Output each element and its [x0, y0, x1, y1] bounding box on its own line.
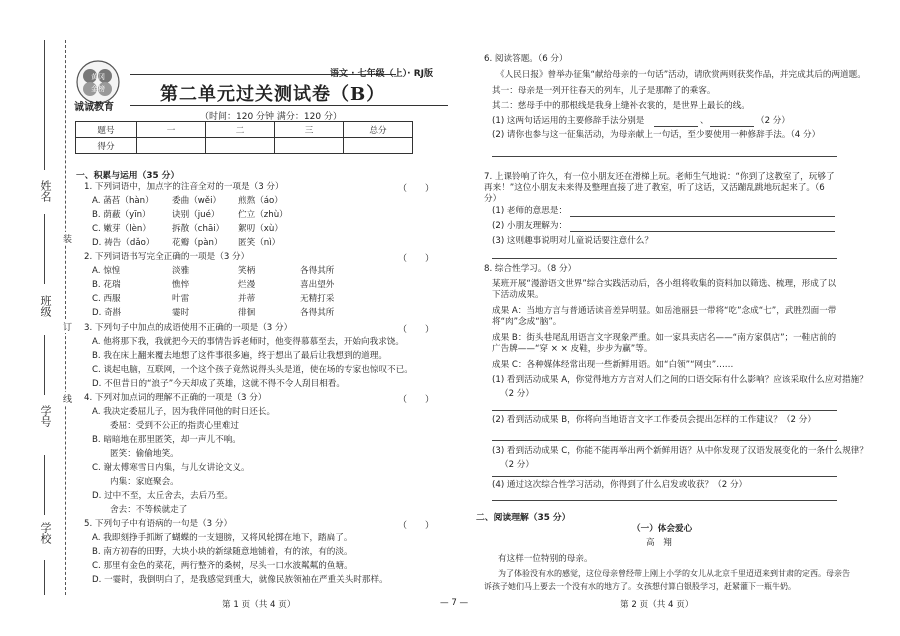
score-input-cell[interactable] — [206, 138, 275, 154]
score-input-cell[interactable] — [275, 138, 344, 154]
q4-option-c: C. 谢太傅寒雪日内集，与儿女讲论文义。 — [92, 463, 250, 473]
q5-stem: 5. 下列句子中有语病的一句是（3 分） — [84, 519, 233, 529]
q5-option-a: A. 我即刻挣手抓断了蝴蝶的一支翅膀，又将风轮掷在地下，踏扁了。 — [92, 533, 353, 543]
binding-dashed-line — [65, 40, 66, 595]
q8-result-b: 成果 B：街头巷尾乱用语言文字现象严重。如一家具卖店名——“南方家俱店”；一鞋店前的广告牌——“穿 × × 皮鞋，步步为赢”等。 — [492, 333, 837, 354]
q7-stem: 7. 上课铃响了许久，有一位小朋友还在滑梯上玩。老师生气地说：“你到了这教室了，玩够了再来！”这位小朋友未来得及整理直接了进了教室，听了这话，又活蹦乱跳地玩起来了。（6 分） — [484, 172, 835, 204]
q7-sub3: (3) 这则趣事说明对儿童说话要注意什么？ — [492, 236, 653, 246]
q2-option-word: 憔悴 — [172, 280, 190, 290]
q8-sub3-answer-line[interactable] — [492, 476, 837, 477]
name-label: 姓名 — [39, 180, 52, 202]
q4-option-c-gloss: 内集：家庭聚会。 — [110, 477, 179, 487]
reading-title: （一）体会爱心 — [632, 524, 693, 534]
reading-paragraph-3: 诉孩子她们马上要去一个没有水的地方了。女孩想付算白银股学习，赶紧灌下一瓶牛奶。 — [484, 582, 796, 591]
q2-stem: 2. 下列词语书写完全正确的一项是（3 分） — [84, 252, 250, 262]
q4-option-b: B. 暗暗地在那里匿笑，却一声儿不响。 — [92, 435, 241, 445]
q6-sub2: (2) 请你也参与这一征集活动，为母亲献上一句话，至少要使用一种修辞手法。（4 分） — [492, 130, 821, 140]
binding-rule — [44, 40, 45, 170]
q6-sub1-blank-2[interactable] — [710, 126, 754, 127]
q1-option-c-word2: 拆散（chāi） — [172, 224, 225, 234]
page-number-center: — 7 — — [440, 598, 469, 608]
q2-answer-paren[interactable]: （ ） — [398, 254, 435, 264]
q2-option-word: 各得其所 — [300, 308, 335, 318]
binding-xian: 线 — [61, 394, 71, 403]
q6-entry-1: 其一：母亲是一列开往春天的列车，儿子是那醉了的乘客。 — [492, 86, 716, 96]
svg-text:黄冈: 黄冈 — [91, 73, 105, 81]
q5-option-b: B. 南方初春的田野，大块小块的新绿随意地铺着，有的浓，有的淡。 — [92, 547, 353, 557]
q1-stem: 1. 下列词语中，加点字的注音全对的一项是（3 分） — [84, 182, 284, 192]
q7-sub3-answer-line[interactable] — [492, 258, 837, 259]
q8-sub4: (4) 通过这次综合性学习活动，你得到了什么启发或收获？（2 分） — [492, 480, 748, 490]
score-cell: 二 — [206, 122, 275, 138]
q2-option-word: 各得其所 — [300, 266, 335, 276]
q4-option-b-gloss: 匿笑：偷偷地笑。 — [110, 449, 179, 459]
q1-option-b-word2: 诀别（jué） — [172, 210, 220, 220]
q1-option-d: D. 祷告（dǎo） — [92, 238, 155, 248]
reading-paragraph-2: 为了体验没有水的感觉，这位母亲曾经带上刚上小学的女儿从北京千里迢迢来到甘肃的定西。母亲告 — [498, 569, 850, 578]
q7-sub2-answer-line[interactable] — [570, 231, 835, 232]
section-1-heading: 一、积累与运用（35 分） — [76, 171, 180, 181]
score-input-cell[interactable] — [137, 138, 206, 154]
q1-option-c-word3: 絮叨（xù） — [238, 224, 283, 234]
q6-sub1-blank-1[interactable] — [654, 126, 698, 127]
q8-result-a: 成果 A：当地方言与普通话读音差异明显。如岳池丽县一带将“吃”念成“七”，武胜烈面一带将“肉”念成“脑”。 — [492, 306, 837, 327]
q1-option-b: B. 荫蔽（yīn） — [92, 210, 151, 220]
q2-option-word: 无精打采 — [300, 294, 335, 304]
q3-option-b: B. 我在床上翻来覆去地想了这件事很多遍，终于想出了最后让我想到的道理。 — [92, 351, 387, 361]
q2-option-word: 笑柄 — [238, 266, 256, 276]
q8-sub3: (3) 看到活动成果 C，你能不能再举出两个新鲜用语？从中你发现了汉语发展变化的一条什么规律？ — [492, 446, 868, 456]
score-cell: 一 — [137, 122, 206, 138]
q8-result-c: 成果 C：各种媒体经常出现一些新鲜用语。如“白领”“网虫”…… — [492, 360, 734, 370]
q8-sub1-answer-line[interactable] — [492, 410, 837, 411]
q2-option-word: B. 花瑞 — [92, 280, 121, 290]
q8-sub3-score: （2 分） — [500, 460, 534, 470]
q8-sub4-answer-line[interactable] — [492, 500, 837, 501]
score-cell: 得分 — [76, 138, 137, 154]
q1-option-a-word3: 煎熬（áo） — [238, 196, 283, 206]
q3-option-a: A. 他将那下我，我就把今天的事情告诉老师时，他变得慕慕至去，开始向我求饶。 — [92, 337, 404, 347]
binding-rule — [44, 560, 45, 595]
binding-zhuang: 装 — [61, 234, 71, 243]
student-id-label: 学号 — [39, 405, 52, 427]
q2-option-word: A. 惊惶 — [92, 266, 121, 276]
page-number-right: 第 2 页（共 4 页） — [620, 600, 694, 610]
q8-sub1: (1) 看到活动成果 A，你觉得地方方言对人们之间的口语交际有什么影响？应该采取什么应对措施？ — [492, 375, 868, 385]
section-2-heading: 二、阅读理解（35 分） — [476, 513, 571, 523]
time-info: （时间：120 分钟 满分：120 分） — [200, 112, 342, 122]
q1-option-b-word3: 伫立（zhù） — [238, 210, 288, 220]
q3-answer-paren[interactable]: （ ） — [398, 325, 435, 335]
q2-option-word: 并蒂 — [238, 294, 256, 304]
q4-option-d: D. 过中不至，太丘舍去，去后乃至。 — [92, 491, 233, 501]
q5-option-c: C. 那里有金色的菜花，两行整齐的桑树，尽头一口水波粼粼的鱼塘。 — [92, 561, 353, 571]
score-table — [75, 121, 413, 154]
q3-stem: 3. 下列句子中加点的成语使用不正确的一项是（3 分） — [84, 323, 293, 333]
school-label: 学校 — [39, 522, 52, 544]
score-cell: 题号 — [76, 122, 137, 138]
q2-option-word: 烂漫 — [238, 280, 256, 290]
subject-label: 语文 · 七年级（上）· RJ版 — [330, 69, 434, 79]
q2-option-word: 徘徊 — [238, 308, 256, 318]
q1-option-d-word3: 匿笑（nì） — [238, 238, 281, 248]
binding-rule — [44, 214, 45, 284]
q7-sub1-answer-line[interactable] — [570, 216, 835, 217]
brand-name: 诚诚教育 — [74, 102, 114, 113]
q1-option-d-word2: 花瓣（pàn） — [172, 238, 223, 248]
q6-sub1: (1) 这两句话运用的主要修辞手法分别是 — [492, 116, 645, 126]
reading-paragraph-1: 有这样一位特别的母亲。 — [498, 554, 593, 564]
q4-answer-paren[interactable]: （ ） — [398, 395, 435, 405]
q4-stem: 4. 下列对加点词的理解不正确的一项是（3 分） — [84, 393, 267, 403]
q2-option-word: C. 西服 — [92, 294, 121, 304]
q6-sub1-score: （2 分） — [756, 116, 790, 126]
page-title: 第二单元过关测试卷（B） — [160, 84, 386, 105]
binding-ding: 订 — [61, 322, 71, 331]
q3-option-c: C. 谈起电脑，互联网，一个这个孩子竟然说得头头是道，使在场的专家也惊叹不已。 — [92, 365, 413, 375]
score-input-cell[interactable] — [344, 138, 413, 154]
q2-option-word: D. 奇斟 — [92, 308, 122, 318]
q1-option-c: C. 嫩芽（lèn） — [92, 224, 151, 234]
q6-sub1-sep: 、 — [700, 116, 709, 126]
q8-sub2-answer-line[interactable] — [492, 440, 837, 441]
q6-entry-2: 其二：慈母手中的那根线是我身上缝补衣裳的，是世界上最长的线。 — [492, 101, 750, 111]
q1-option-a-word2: 委曲（wěi） — [172, 196, 222, 206]
q6-sub2-answer-line[interactable] — [492, 156, 837, 157]
q4-option-a-gloss: 委屈：受到不公正的指责心里难过 — [110, 421, 239, 431]
binding-rule — [44, 455, 45, 515]
q6-intro: 《人民日报》曾举办征集“献给母亲的一句话”活动，请欣赏两则获奖作品，并完成其后的两道题。 — [496, 70, 866, 80]
q8-stem: 8. 综合性学习。（8 分） — [484, 264, 577, 274]
q5-option-d: D. 一霎时，我倒明白了，是我感觉到重大，就像民族领袖在严重关头时那样。 — [92, 575, 388, 585]
q2-option-word: 叶雷 — [172, 294, 190, 304]
q5-answer-paren[interactable]: （ ） — [398, 521, 435, 531]
q7-sub2: (2) 小朋友理解为： — [492, 221, 568, 231]
q1-answer-paren[interactable]: （ ） — [398, 184, 435, 194]
score-table-score-row — [76, 138, 413, 154]
reading-author: 高 翔 — [646, 538, 672, 548]
q8-sub1-score: （2 分） — [500, 389, 534, 399]
q7-sub1: (1) 老师的意思是： — [492, 206, 568, 216]
q4-option-d-gloss: 舍去：不等候就走了 — [110, 505, 188, 515]
title-rule-bottom — [130, 105, 448, 106]
q1-option-a: A. 菡萏（hàn） — [92, 196, 154, 206]
q6-stem: 6. 阅读答题。（6 分） — [484, 54, 568, 64]
q8-sub2: (2) 看到活动成果 B，你将向当地语言文字工作委员会提出怎样的工作建议？（2 分） — [492, 415, 816, 425]
score-table-header-row — [76, 122, 413, 138]
q8-intro: 某班开展“漫游语文世界”综合实践活动后，各小组将收集的资料加以筛选、梳理，形成了以下活动成果。 — [492, 279, 837, 300]
score-cell: 三 — [275, 122, 344, 138]
page-number-left: 第 1 页（共 4 页） — [222, 600, 296, 610]
q4-option-a: A. 我决定委屈儿子，因为我伴同他的时日还长。 — [92, 407, 276, 417]
binding-rule — [44, 335, 45, 395]
svg-text:金榜: 金榜 — [91, 85, 105, 93]
q2-option-word: 淡雅 — [172, 266, 190, 276]
q2-option-word: 喜出望外 — [300, 280, 335, 290]
q2-option-word: 霎时 — [172, 308, 190, 318]
class-label: 班级 — [39, 295, 52, 317]
score-cell: 总分 — [344, 122, 413, 138]
q3-option-d: D. 不但昔日的“浪子”今天却成了英雄，这就不得不令人刮目相看。 — [92, 379, 346, 389]
